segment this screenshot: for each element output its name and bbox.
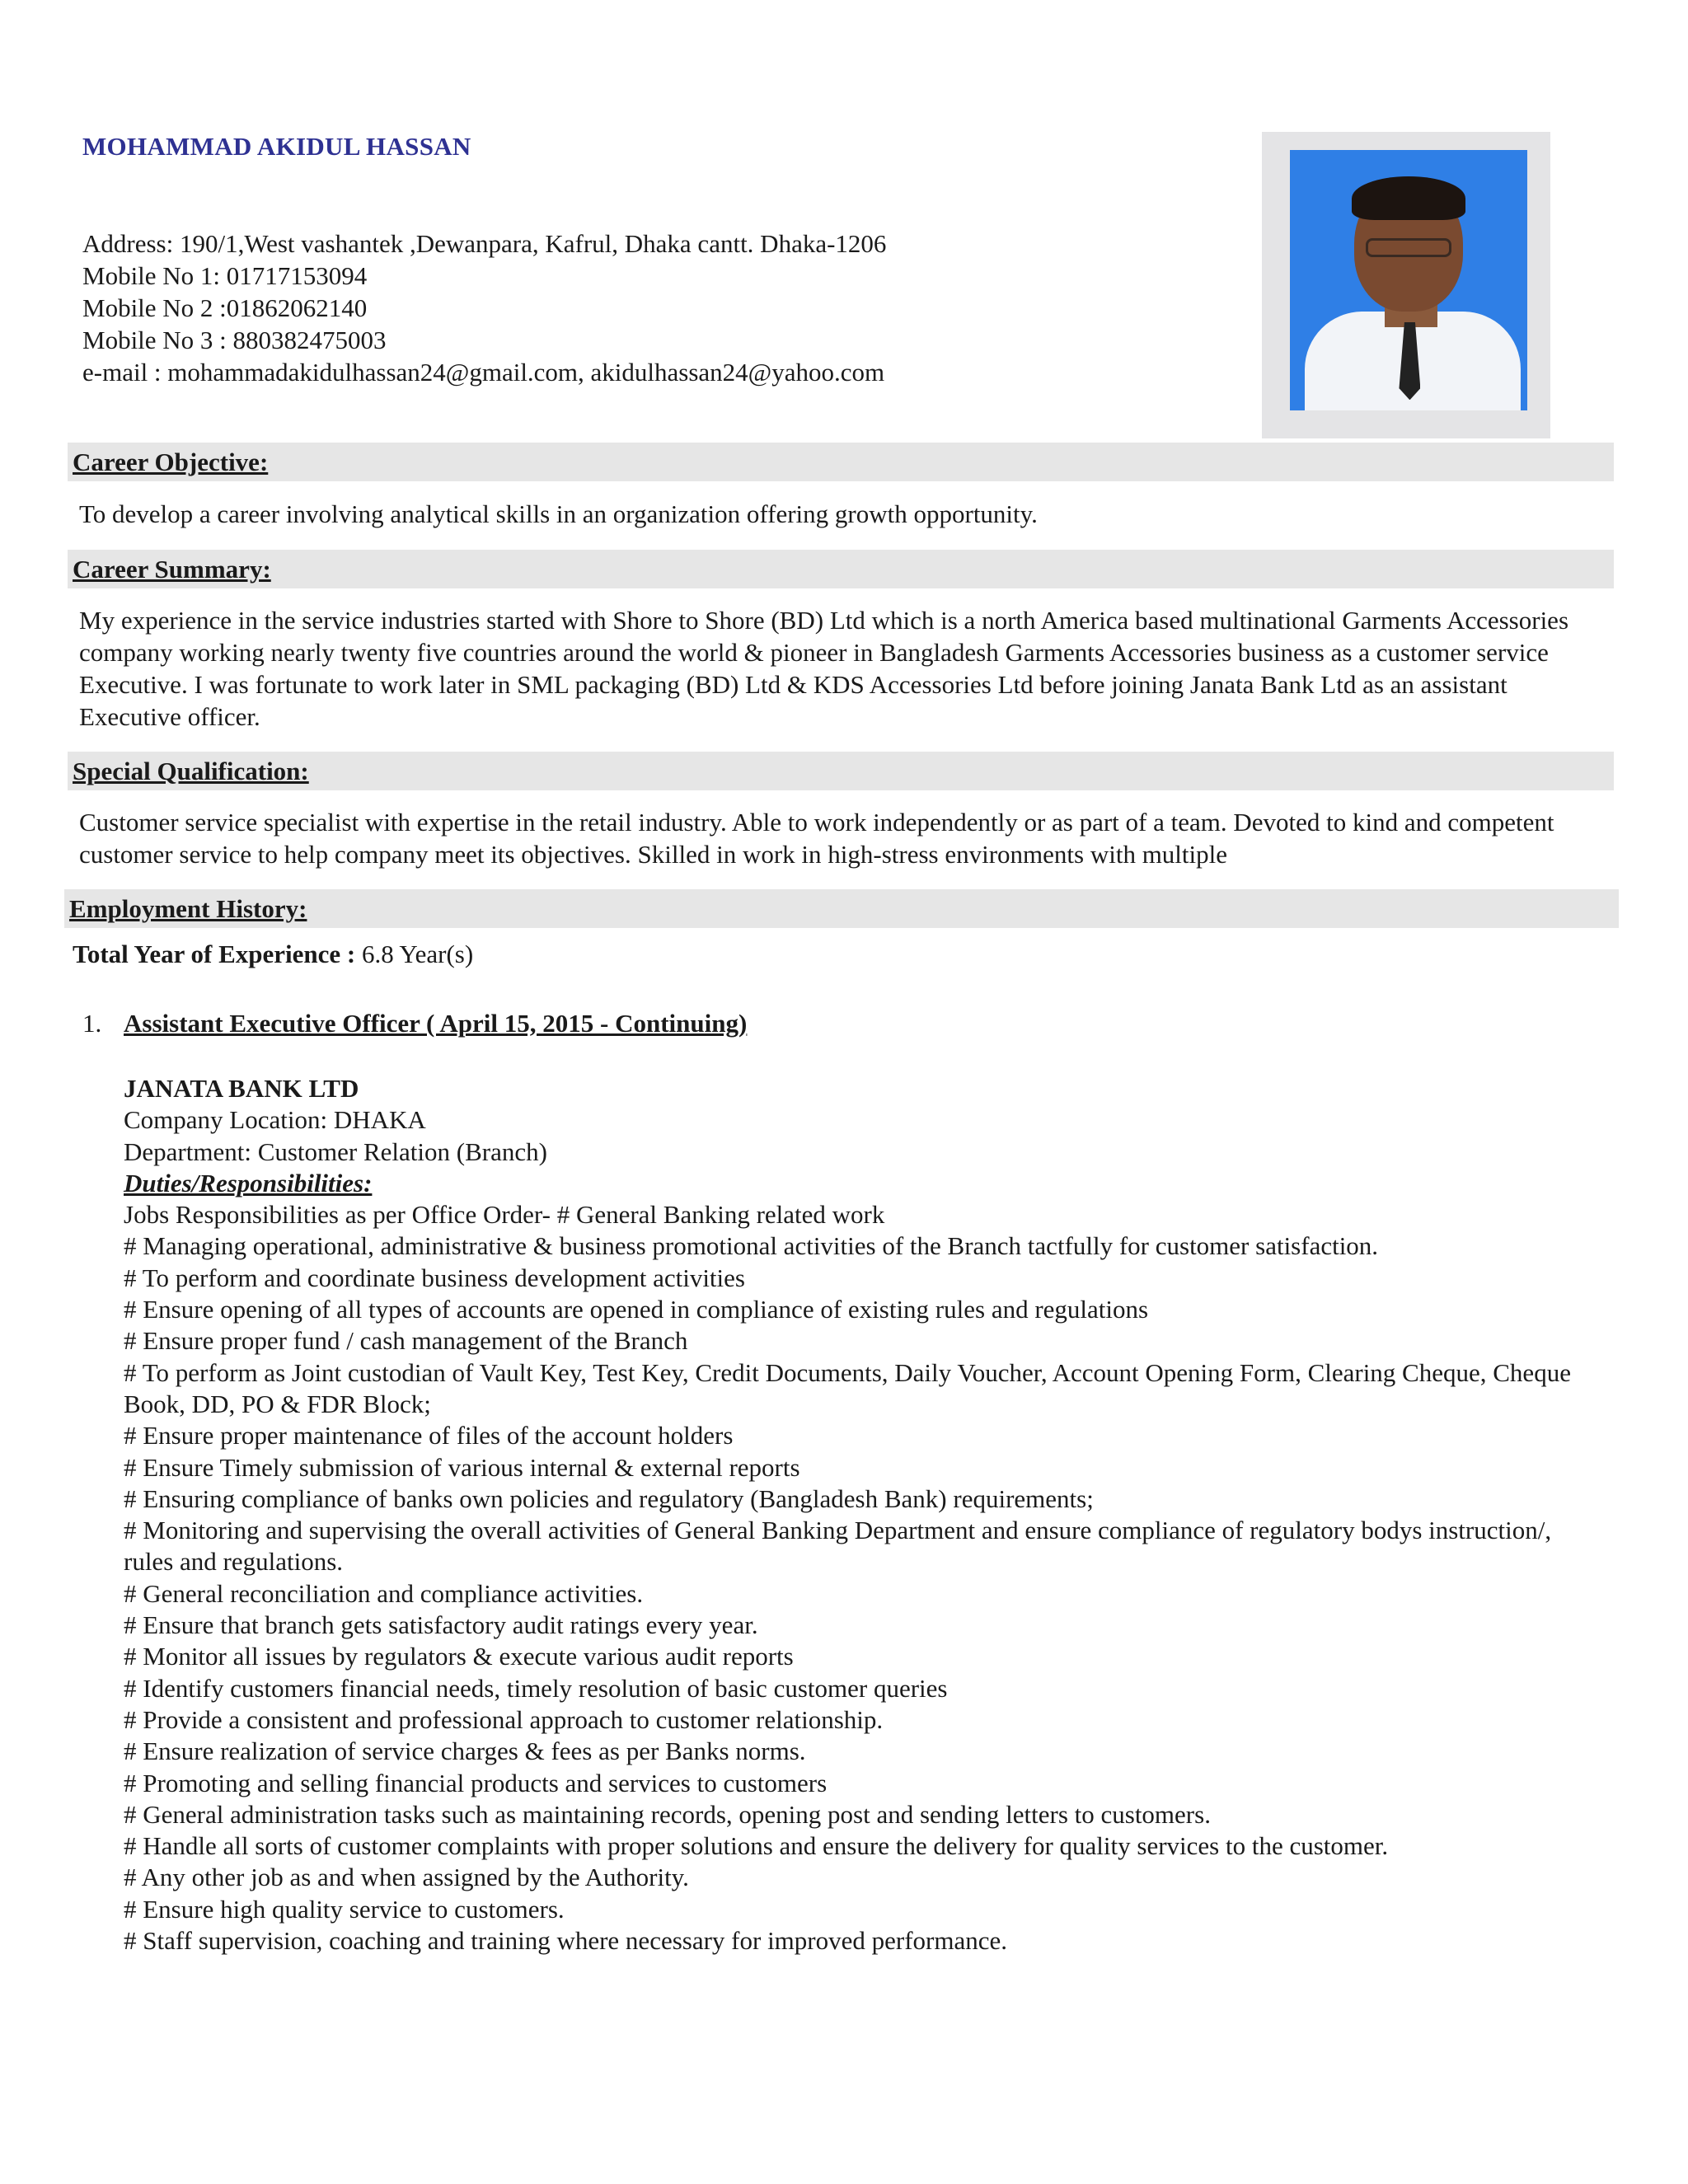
mobile-3-line: Mobile No 3 : 880382475003 <box>82 326 387 354</box>
career-summary-header <box>68 550 1614 588</box>
duty-item: # Managing operational, administrative & business promotional activities of the Branch tactfully for customer satisfaction. <box>124 1231 1379 1261</box>
duty-item: # Ensure proper fund / cash management of the Branch <box>124 1326 688 1356</box>
duty-item: # Ensure Timely submission of various internal & external reports <box>124 1452 800 1482</box>
section-title: Special Qualification: <box>73 757 309 785</box>
duty-item: # Ensure high quality service to customers. <box>124 1894 565 1924</box>
email-line: e-mail : mohammadakidulhassan24@gmail.com, akidulhassan24@yahoo.com <box>82 358 885 387</box>
total-experience-value: 6.8 Year(s) <box>355 940 474 968</box>
duty-item: # Ensure opening of all types of accounts are opened in compliance of existing rules and regulations <box>124 1295 1149 1324</box>
duty-item: # Provide a consistent and professional approach to customer relationship. <box>124 1704 884 1734</box>
duty-item: # Any other job as and when assigned by the Authority. <box>124 1863 689 1892</box>
duty-item: # Ensure that branch gets satisfactory audit ratings every year. <box>124 1610 758 1640</box>
job-title: Assistant Executive Officer ( April 15, 2015 - Continuing) <box>124 1009 748 1038</box>
duty-item: # Ensuring compliance of banks own policies and regulatory (Bangladesh Bank) requirements; <box>124 1483 1094 1513</box>
duties-heading: Duties/Responsibilities: <box>124 1168 373 1197</box>
section-title: Career Objective: <box>73 448 269 476</box>
duty-item: # To perform and coordinate business development activities <box>124 1263 745 1292</box>
profile-photo <box>1290 150 1527 410</box>
total-experience-label: Total Year of Experience : <box>73 940 356 968</box>
mobile-2-line: Mobile No 2 :01862062140 <box>82 293 368 322</box>
special-qualification-header <box>68 752 1614 790</box>
contact-block <box>82 227 1236 388</box>
duty-item: # Ensure realization of service charges & fees as per Banks norms. <box>124 1736 806 1766</box>
career-objective-header <box>68 443 1614 481</box>
duty-item: # Ensure proper maintenance of files of the account holders <box>124 1421 734 1451</box>
duty-item: # Monitor all issues by regulators & execute various audit reports <box>124 1642 794 1671</box>
duty-item: # General administration tasks such as maintaining records, opening post and sending letters to customers. <box>124 1799 1211 1829</box>
company-location: Company Location: DHAKA <box>124 1105 426 1135</box>
company-name: JANATA BANK LTD <box>124 1074 359 1103</box>
duty-item: # Staff supervision, coaching and training where necessary for improved performance. <box>124 1926 1007 1956</box>
candidate-name: MOHAMMAD AKIDUL HASSAN <box>82 132 471 161</box>
duty-item: # Promoting and selling financial products and services to customers <box>124 1768 828 1797</box>
profile-photo-frame <box>1262 132 1550 438</box>
duty-item: # To perform as Joint custodian of Vault Key, Test Key, Credit Documents, Daily Voucher, Account Opening Form, Clearing Cheque, Cheque Book, DD, PO & FDR Block; <box>124 1357 1571 1418</box>
duty-item: Jobs Responsibilities as per Office Order- # General Banking related work <box>124 1200 885 1230</box>
special-qualification-text: Customer service specialist with expertise in the retail industry. Able to work independently or as part of a team. Devoted to kind and competent customer service to help company meet its objectives. Skilled in work in high-stress environments with multiple <box>79 808 1554 869</box>
career-objective-text: To develop a career involving analytical skills in an organization offering growth opportunity. <box>79 499 1038 528</box>
career-summary-text: My experience in the service industries started with Shore to Shore (BD) Ltd which is a north America based multinational Garments Accessories company working nearly twenty five countries around the world & pioneer in Bangladesh Garments Accessories business as a customer service Executive. I was fortunate to work later in SML packaging (BD) Ltd & KDS Accessories Ltd before joining Janata Bank Ltd as an assistant Executive officer. <box>79 606 1569 731</box>
total-experience <box>73 940 473 969</box>
duty-item: # General reconciliation and compliance activities. <box>124 1578 644 1608</box>
section-title: Employment History: <box>69 894 307 923</box>
duty-item: # Identify customers financial needs, timely resolution of basic customer queries <box>124 1673 948 1703</box>
mobile-1-line: Mobile No 1: 01717153094 <box>82 261 368 290</box>
address-line: Address: 190/1,West vashantek ,Dewanpara, Kafrul, Dhaka cantt. Dhaka-1206 <box>82 229 887 258</box>
duty-item: # Monitoring and supervising the overall activities of General Banking Department and ensure compliance of regulatory bodys instruction/, rules and regulations. <box>124 1516 1552 1577</box>
job-number: 1. <box>82 1009 102 1038</box>
duty-item: # Handle all sorts of customer complaints with proper solutions and ensure the delivery for quality services to the customer. <box>124 1831 1389 1861</box>
employment-history-header <box>64 889 1619 928</box>
section-title: Career Summary: <box>73 555 271 583</box>
department: Department: Customer Relation (Branch) <box>124 1137 547 1166</box>
job-details <box>124 1073 1607 1957</box>
